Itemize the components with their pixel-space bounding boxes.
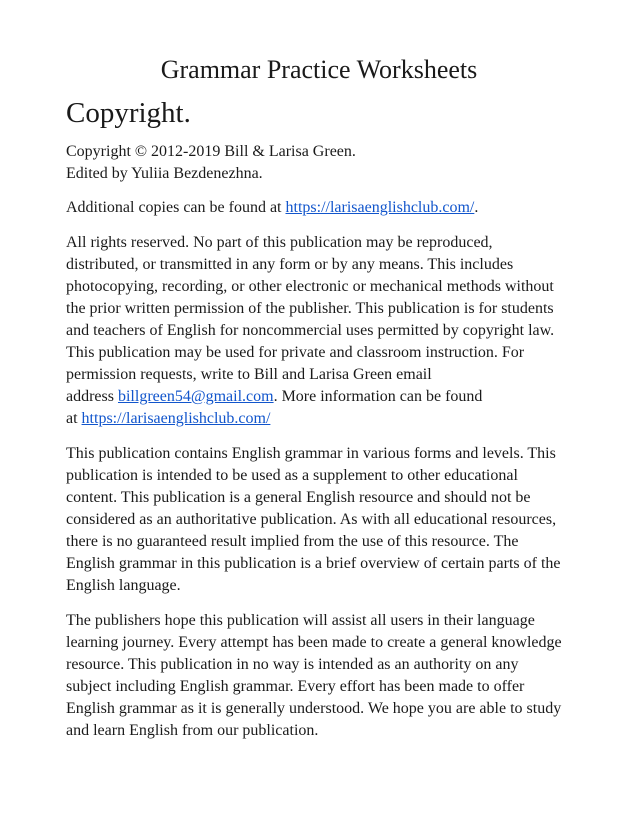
editor-line: Edited by Yuliia Bezdenezhna. [66, 165, 263, 182]
address-prefix: address [66, 388, 118, 405]
email-line [66, 386, 591, 408]
contents-line: content. This publication is a general English resource and should not be [66, 489, 531, 506]
document-title: Grammar Practice Worksheets [160, 55, 478, 84]
more-info-line [66, 408, 591, 430]
contents-line: English grammar in this publication is a brief overview of certain parts of the [66, 555, 561, 572]
rights-line: This publication may be used for private and classroom instruction. For [66, 344, 525, 361]
more-info-link[interactable]: https://larisaenglishclub.com/ [81, 410, 271, 427]
hopes-line: subject including English grammar. Every effort has been made to offer [66, 678, 525, 695]
rights-line: and teachers of English for noncommercial uses permitted by copyright law. [66, 322, 555, 339]
copies-line [66, 197, 591, 219]
hopes-line: resource. This publication in no way is intended as an authority on any [66, 656, 519, 673]
hopes-paragraph [66, 610, 591, 742]
email-link[interactable]: billgreen54@gmail.com [117, 388, 274, 405]
copies-paragraph [66, 197, 591, 219]
credits-paragraph [66, 141, 591, 185]
copyright-line: Copyright © 2012-2019 Bill & Larisa Green. [66, 143, 356, 160]
contents-line: considered as an authoritative publication. As with all educational resources, [66, 511, 557, 528]
rights-line: photocopying, recording, or other electronic or mechanical methods without [66, 278, 554, 295]
contents-line: publication is intended to be used as a supplement to other educational [66, 467, 518, 484]
copyright-heading: Copyright. [66, 97, 191, 129]
rights-line: the prior written permission of the publisher. This publication is for students [66, 300, 554, 317]
website-link[interactable]: https://larisaenglishclub.com/ [285, 199, 475, 216]
copies-period: . [474, 199, 479, 216]
at-prefix: at [66, 410, 82, 427]
contents-line: This publication contains English grammar in various forms and levels. This [66, 445, 556, 462]
hopes-line: The publishers hope this publication will assist all users in their language [66, 612, 535, 629]
rights-line: All rights reserved. No part of this publication may be reproduced, [66, 234, 493, 251]
copies-text: Additional copies can be found at [66, 199, 286, 216]
address-suffix: . More information can be found [273, 388, 483, 405]
hopes-line: English grammar as it is generally understood. We hope you are able to study [66, 700, 562, 717]
rights-line: distributed, or transmitted in any form or by any means. This includes [66, 256, 514, 273]
hopes-line: learning journey. Every attempt has been made to create a general knowledge [66, 634, 562, 651]
rights-paragraph [66, 232, 591, 430]
contents-line: English language. [66, 577, 181, 594]
hopes-line: and learn English from our publication. [66, 722, 319, 739]
contents-line: there is no guaranteed result implied from the use of this resource. The [66, 533, 519, 550]
rights-line: permission requests, write to Bill and Larisa Green email [66, 366, 432, 383]
copyright-body [66, 141, 591, 755]
contents-paragraph [66, 443, 591, 597]
